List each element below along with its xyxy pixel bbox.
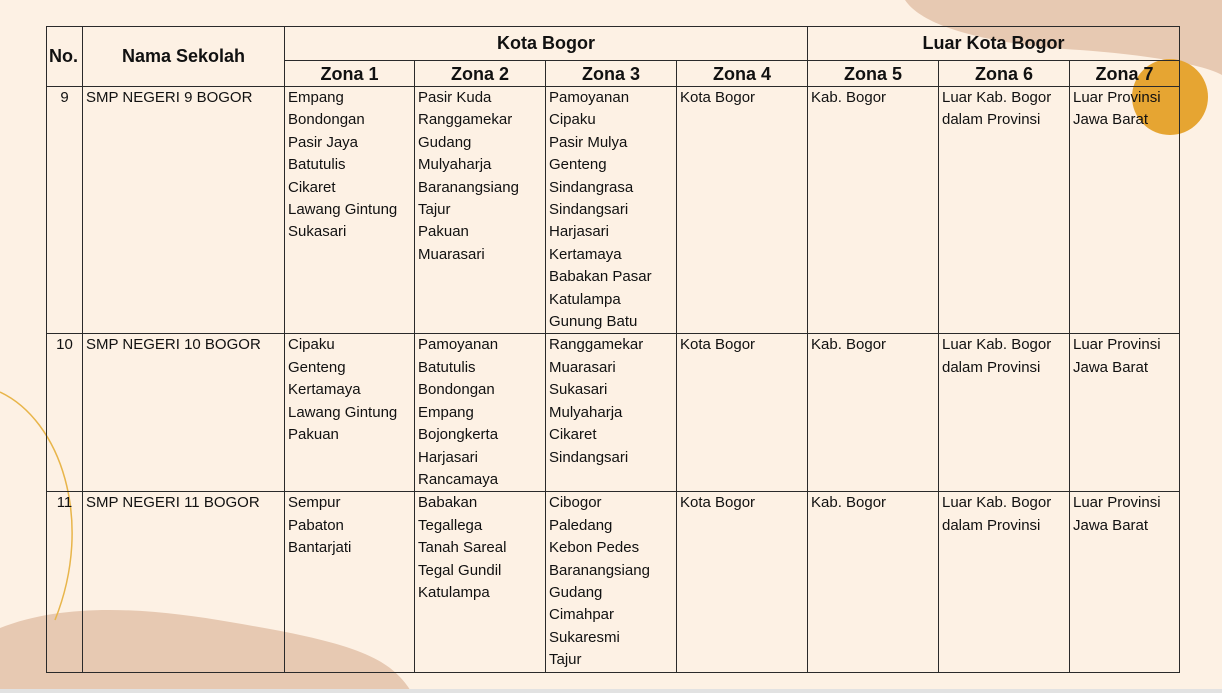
zone-3-cell	[546, 87, 677, 334]
zone-area-name: Muarasari	[549, 358, 616, 376]
school-name: SMP NEGERI 10 BOGOR	[83, 334, 285, 492]
row-number: 11	[47, 492, 83, 672]
zone-area-name: dalam Provinsi	[942, 358, 1041, 376]
zone-area-name: Gudang	[418, 133, 472, 151]
table-row	[47, 492, 1180, 672]
zone-area-name: Mulyaharja	[418, 156, 492, 174]
zone-area-name: Kebon Pedes	[549, 539, 640, 557]
table-row	[47, 334, 1180, 492]
zone-2-cell	[415, 87, 546, 334]
zone-3-cell	[546, 492, 677, 672]
zone-area-name: Luar Provinsi	[1073, 336, 1161, 354]
zone-area-name: Sindangsari	[549, 448, 629, 466]
zone-area-name: Kota Bogor	[680, 336, 756, 354]
zone-area-name: Cikaret	[549, 426, 597, 444]
zone-area-name: Jawa Barat	[1073, 516, 1149, 534]
zone-area-name: Rancamaya	[418, 470, 499, 488]
zone-area-name: Sukaresmi	[549, 628, 620, 646]
zone-area-name: Muarasari	[418, 245, 485, 263]
header-school-name: Nama Sekolah	[83, 27, 285, 87]
zone-area-name: Pamoyanan	[418, 336, 499, 354]
zone-area-name: Luar Kab. Bogor	[942, 494, 1052, 512]
zone-area-name: Batutulis	[288, 156, 346, 174]
zone-area-name: Gunung Batu	[549, 313, 638, 331]
school-name: SMP NEGERI 9 BOGOR	[83, 87, 285, 334]
zone-5-cell	[808, 492, 939, 672]
zone-area-name: Luar Provinsi	[1073, 494, 1161, 512]
header-zona-5: Zona 5	[808, 61, 939, 87]
zone-area-name: Empang	[288, 89, 344, 106]
zone-area-name: Paledang	[549, 516, 613, 534]
zone-area-name: Tajur	[418, 201, 451, 219]
zone-area-name: Sempur	[288, 494, 341, 512]
zone-area-name: Genteng	[549, 156, 607, 174]
header-zona-3: Zona 3	[546, 61, 677, 87]
zone-area-name: Cibogor	[549, 494, 602, 512]
zone-7-cell	[1070, 492, 1180, 672]
header-zona-7: Zona 7	[1070, 61, 1180, 87]
zone-3-cell	[546, 334, 677, 492]
header-zona-6: Zona 6	[939, 61, 1070, 87]
zone-area-name: Lawang Gintung	[288, 403, 398, 421]
zone-area-name: Sindangrasa	[549, 178, 634, 196]
zone-area-name: Katulampa	[418, 583, 490, 601]
header-kota-bogor: Kota Bogor	[285, 27, 808, 61]
zone-area-name: Ranggamekar	[549, 336, 644, 354]
zone-2-cell	[415, 334, 546, 492]
zone-area-name: Bojongkerta	[418, 426, 499, 444]
zone-area-name: Lawang Gintung	[288, 201, 398, 219]
zone-area-name: Katulampa	[549, 290, 621, 308]
header-no: No.	[47, 27, 83, 87]
zone-7-cell	[1070, 334, 1180, 492]
zone-area-name: Kab. Bogor	[811, 336, 887, 354]
zone-area-name: Pamoyanan	[549, 89, 630, 106]
zone-area-name: Babakan	[418, 494, 478, 512]
zone-area-name: Batutulis	[418, 358, 476, 376]
zone-area-name: Kota Bogor	[680, 494, 756, 512]
zone-area-name: Pasir Mulya	[549, 133, 628, 151]
zone-7-cell	[1070, 87, 1180, 334]
zone-area-name: Tegal Gundil	[418, 561, 502, 579]
zone-area-name: Sukasari	[549, 381, 608, 399]
table-body	[47, 87, 1180, 673]
zone-area-name: Bantarjati	[288, 539, 352, 557]
zone-area-name: Jawa Barat	[1073, 358, 1149, 376]
zone-area-name: Luar Provinsi	[1073, 89, 1161, 106]
zone-area-name: Empang	[418, 403, 474, 421]
header-luar-kota-bogor: Luar Kota Bogor	[808, 27, 1180, 61]
zone-area-name: Kab. Bogor	[811, 89, 887, 106]
zone-area-name: Luar Kab. Bogor	[942, 336, 1052, 354]
zone-6-cell	[939, 87, 1070, 334]
zone-area-name: Harjasari	[418, 448, 479, 466]
zone-area-name: Sindangsari	[549, 201, 629, 219]
header-zona-1: Zona 1	[285, 61, 415, 87]
zone-area-name: Cipaku	[288, 336, 335, 354]
zone-area-name: Gudang	[549, 583, 603, 601]
zone-area-name: Babakan Pasar	[549, 268, 652, 286]
zone-area-name: dalam Provinsi	[942, 111, 1041, 129]
zone-area-name: Kab. Bogor	[811, 494, 887, 512]
zone-area-name: dalam Provinsi	[942, 516, 1041, 534]
zone-area-name: Harjasari	[549, 223, 610, 241]
zone-area-name: Tanah Sareal	[418, 539, 507, 557]
zone-area-name: Jawa Barat	[1073, 111, 1149, 129]
bottom-strip	[0, 689, 1222, 693]
zone-area-name: Baranangsiang	[549, 561, 650, 579]
zone-area-name: Kertamaya	[549, 245, 622, 263]
zone-1-cell	[285, 334, 415, 492]
school-name: SMP NEGERI 11 BOGOR	[83, 492, 285, 672]
zone-area-name: Bondongan	[418, 381, 495, 399]
zone-area-name: Sukasari	[288, 223, 347, 241]
header-zona-2: Zona 2	[415, 61, 546, 87]
zone-6-cell	[939, 334, 1070, 492]
zone-area-name: Baranangsiang	[418, 178, 519, 196]
zone-table	[46, 26, 1180, 673]
zone-5-cell	[808, 334, 939, 492]
zone-area-name: Pakuan	[288, 426, 339, 444]
zone-area-name: Genteng	[288, 358, 346, 376]
zone-area-name: Pakuan	[418, 223, 469, 241]
zone-area-name: Pabaton	[288, 516, 344, 534]
zone-area-name: Tajur	[549, 651, 582, 669]
zone-area-name: Pasir Kuda	[418, 89, 492, 106]
zone-area-name: Luar Kab. Bogor	[942, 89, 1052, 106]
zone-6-cell	[939, 492, 1070, 672]
zone-4-cell	[677, 492, 808, 672]
zone-area-name: Cikaret	[288, 178, 336, 196]
zone-4-cell	[677, 87, 808, 334]
zone-area-name: Tegallega	[418, 516, 483, 534]
row-number: 9	[47, 87, 83, 334]
header-zona-4: Zona 4	[677, 61, 808, 87]
table-row	[47, 87, 1180, 334]
zone-area-name: Mulyaharja	[549, 403, 623, 421]
zone-area-name: Cimahpar	[549, 606, 615, 624]
zone-2-cell	[415, 492, 546, 672]
zone-area-name: Kertamaya	[288, 381, 361, 399]
zone-4-cell	[677, 334, 808, 492]
zone-area-name: Bondongan	[288, 111, 365, 129]
zone-area-name: Pasir Jaya	[288, 133, 359, 151]
zone-area-name: Ranggamekar	[418, 111, 513, 129]
zone-1-cell	[285, 492, 415, 672]
row-number: 10	[47, 334, 83, 492]
zone-area-name: Kota Bogor	[680, 89, 756, 106]
zone-5-cell	[808, 87, 939, 334]
zone-area-name: Cipaku	[549, 111, 596, 129]
zone-1-cell	[285, 87, 415, 334]
